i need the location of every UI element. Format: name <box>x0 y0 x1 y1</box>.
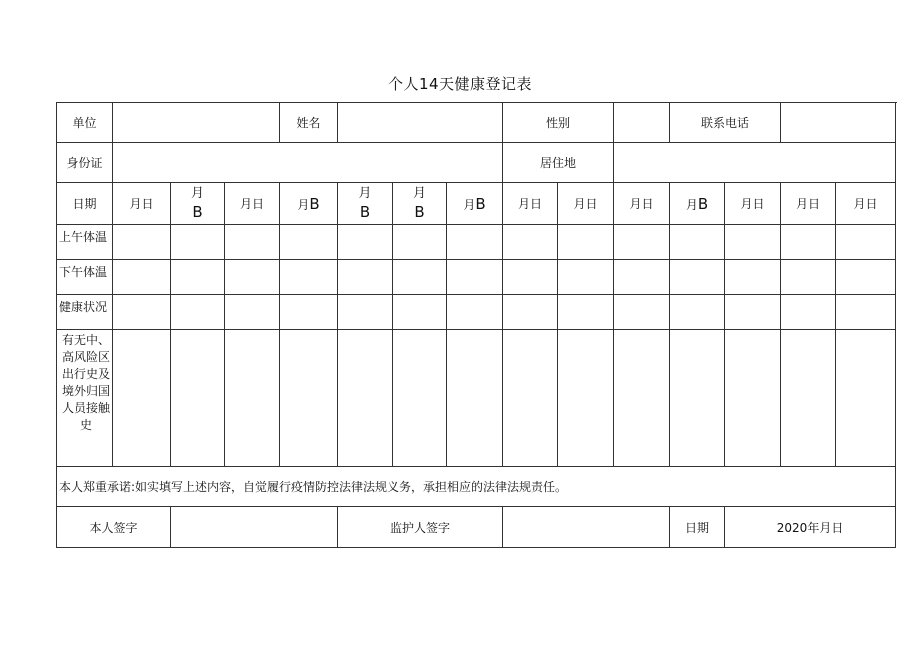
health-registration-table <box>56 102 896 548</box>
date-text <box>630 197 654 211</box>
record-cell[interactable] <box>393 295 447 330</box>
date-row-label: 日期 <box>57 183 113 225</box>
date-month-text: 月 <box>297 197 310 212</box>
record-cell[interactable] <box>393 330 447 467</box>
date-cell[interactable] <box>558 183 614 225</box>
record-cell[interactable] <box>836 330 896 467</box>
name-label: 姓名 <box>280 103 338 143</box>
date-text <box>741 197 765 211</box>
row-am-temperature <box>57 225 896 260</box>
row-pledge <box>57 467 896 507</box>
date-day-text: B <box>192 202 203 221</box>
record-cell[interactable] <box>447 330 503 467</box>
date-cell[interactable] <box>614 183 670 225</box>
row-basic-info <box>57 103 896 143</box>
record-cell[interactable] <box>836 225 896 260</box>
row-signatures <box>57 507 896 548</box>
date-cell[interactable] <box>338 183 393 225</box>
record-cell[interactable] <box>725 330 781 467</box>
record-cell[interactable] <box>558 295 614 330</box>
record-cell[interactable] <box>614 330 670 467</box>
record-cell[interactable] <box>171 260 225 295</box>
date-cell[interactable] <box>113 183 171 225</box>
id-field[interactable] <box>113 143 503 183</box>
guardian-sign-field[interactable] <box>503 507 670 548</box>
record-cell[interactable] <box>280 330 338 467</box>
record-cell[interactable] <box>338 330 393 467</box>
record-cell[interactable] <box>280 260 338 295</box>
date-text <box>518 197 542 211</box>
record-cell[interactable] <box>393 225 447 260</box>
gender-label: 性别 <box>503 103 614 143</box>
unit-label: 单位 <box>57 103 113 143</box>
date-day-text: B <box>414 202 425 221</box>
row-id-residence <box>57 143 896 183</box>
record-cell[interactable] <box>113 295 171 330</box>
date-day-text: B <box>475 194 486 213</box>
record-cell[interactable] <box>225 260 280 295</box>
date-day-text: B <box>309 194 320 213</box>
record-cell[interactable] <box>503 330 558 467</box>
record-cell[interactable] <box>280 295 338 330</box>
date-cell[interactable] <box>670 183 725 225</box>
date-text <box>191 185 204 223</box>
record-cell[interactable] <box>614 225 670 260</box>
record-cell[interactable] <box>447 225 503 260</box>
pm-temp-label: 下午体温 <box>57 260 113 295</box>
record-cell[interactable] <box>614 260 670 295</box>
record-cell[interactable] <box>725 295 781 330</box>
gender-field[interactable] <box>614 103 670 143</box>
record-cell[interactable] <box>670 330 725 467</box>
date-cell[interactable] <box>171 183 225 225</box>
date-text <box>574 197 598 211</box>
date-cell[interactable] <box>725 183 781 225</box>
record-cell[interactable] <box>113 260 171 295</box>
record-cell[interactable] <box>725 260 781 295</box>
date-month-text: 月日 <box>240 197 265 211</box>
record-cell[interactable] <box>670 225 725 260</box>
sign-date-label: 日期 <box>670 507 725 548</box>
date-text <box>129 197 153 211</box>
record-cell[interactable] <box>836 260 896 295</box>
record-cell[interactable] <box>503 295 558 330</box>
date-cell[interactable] <box>836 183 896 225</box>
self-sign-label: 本人签字 <box>57 507 171 548</box>
date-text <box>796 197 820 211</box>
date-month-text: 月日 <box>518 197 543 211</box>
record-cell[interactable] <box>225 295 280 330</box>
record-cell[interactable] <box>503 260 558 295</box>
date-cell[interactable] <box>503 183 558 225</box>
date-text <box>240 197 264 211</box>
id-label: 身份证 <box>57 143 113 183</box>
record-cell[interactable] <box>338 260 393 295</box>
record-cell[interactable] <box>225 225 280 260</box>
date-text <box>854 197 878 211</box>
self-sign-field[interactable] <box>171 507 338 548</box>
am-temp-label: 上午体温 <box>57 225 113 260</box>
health-label: 健康状况 <box>57 295 113 330</box>
record-cell[interactable] <box>113 225 171 260</box>
name-field[interactable] <box>338 103 503 143</box>
date-month-text: 月 <box>190 185 204 201</box>
pledge-text: 本人郑重承诺:如实填写上述内容，自觉履行疫情防控法律法规义务，承担相应的法律法规责任。 <box>57 467 896 507</box>
date-month-text: 月日 <box>629 197 654 211</box>
record-cell[interactable] <box>781 225 836 260</box>
sign-date-value: 2020年月日 <box>725 507 896 548</box>
record-cell[interactable] <box>280 225 338 260</box>
record-cell[interactable] <box>836 295 896 330</box>
record-cell[interactable] <box>558 225 614 260</box>
date-day-text: B <box>359 202 371 221</box>
date-day-text: B <box>697 194 709 213</box>
record-cell[interactable] <box>503 225 558 260</box>
phone-label: 联系电话 <box>670 103 781 143</box>
date-text <box>413 185 426 223</box>
date-cell[interactable] <box>447 183 503 225</box>
row-health-status <box>57 295 896 330</box>
date-text <box>685 194 709 213</box>
record-cell[interactable] <box>558 260 614 295</box>
row-travel-history <box>57 330 896 467</box>
history-label-cell <box>57 330 113 467</box>
guardian-sign-label: 监护人签字 <box>338 507 503 548</box>
row-dates <box>57 183 896 225</box>
record-cell[interactable] <box>558 330 614 467</box>
record-cell[interactable] <box>781 330 836 467</box>
record-cell[interactable] <box>447 295 503 330</box>
date-text <box>463 194 486 213</box>
residence-field[interactable] <box>614 143 896 183</box>
date-month-text: 月日 <box>853 197 878 211</box>
date-month-text: 月 <box>463 197 476 212</box>
date-cell[interactable] <box>393 183 447 225</box>
date-month-text: 月日 <box>740 197 765 211</box>
date-cell[interactable] <box>225 183 280 225</box>
record-cell[interactable] <box>338 295 393 330</box>
row-pm-temperature <box>57 260 896 295</box>
record-cell[interactable] <box>113 330 171 467</box>
date-text <box>359 185 372 223</box>
date-month-text: 月 <box>413 185 427 201</box>
record-cell[interactable] <box>781 295 836 330</box>
record-cell[interactable] <box>670 295 725 330</box>
page-title: 个人14天健康登记表 <box>387 75 533 93</box>
residence-label: 居住地 <box>503 143 614 183</box>
date-month-text: 月日 <box>573 197 598 211</box>
record-cell[interactable] <box>781 260 836 295</box>
record-cell[interactable] <box>447 260 503 295</box>
date-month-text: 月 <box>685 197 698 212</box>
record-cell[interactable] <box>225 330 280 467</box>
record-cell[interactable] <box>171 330 225 467</box>
history-label: 有无中、高风险区出行史及境外归国人员接触史 <box>61 333 110 432</box>
record-cell[interactable] <box>614 295 670 330</box>
date-cell[interactable] <box>781 183 836 225</box>
phone-field[interactable] <box>781 103 896 143</box>
record-cell[interactable] <box>171 295 225 330</box>
date-text <box>297 194 320 213</box>
record-cell[interactable] <box>393 260 447 295</box>
record-cell[interactable] <box>171 225 225 260</box>
record-cell[interactable] <box>338 225 393 260</box>
date-cell[interactable] <box>280 183 338 225</box>
unit-field[interactable] <box>113 103 280 143</box>
record-cell[interactable] <box>670 260 725 295</box>
date-month-text: 月 <box>358 185 372 201</box>
date-month-text: 月日 <box>129 197 154 211</box>
date-month-text: 月日 <box>796 197 821 211</box>
record-cell[interactable] <box>725 225 781 260</box>
